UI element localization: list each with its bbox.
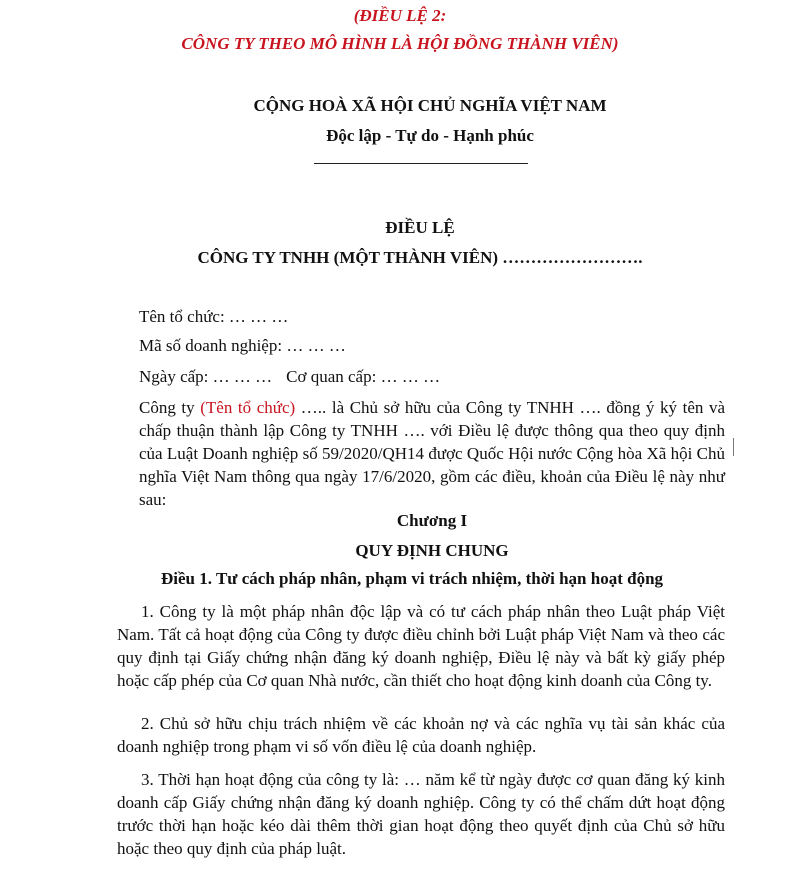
document-title: ĐIỀU LỆ (385, 218, 455, 237)
org-name-placeholder: (Tên tổ chức) (200, 398, 296, 417)
clause-1-text: 1. Công ty là một pháp nhân độc lập và có tư cách pháp nhân theo Luật pháp Việt Nam. Tất cả hoạt động của Công ty được điều chỉnh bởi Luật pháp Việt Nam và theo các quy định tại Giấy chứng nhận đăng ký doanh nghiệp, Điều lệ này và bất kỳ giấy phép hoặc cấp phép của Cơ quan Nhà nước, cần thiết cho hoạt động kinh doanh của Công ty. (117, 602, 725, 690)
chapter-title: QUY ĐỊNH CHUNG (355, 541, 509, 560)
company-name-line: CÔNG TY TNHH (MỘT THÀNH VIÊN) ……………………. (197, 248, 643, 267)
charter-variant-label: (ĐIỀU LỆ 2: (353, 6, 447, 25)
motto-underline (314, 163, 528, 164)
intro-paragraph (139, 396, 725, 511)
authority-field: Cơ quan cấp: … … … (286, 367, 441, 386)
intro-text-start: Công ty (139, 398, 201, 417)
issue-info-field (139, 367, 440, 387)
clause-2-text: 2. Chủ sở hữu chịu trách nhiệm về các khoản nợ và các nghĩa vụ tài sản khác của doanh nghiệp trong phạm vi số vốn điều lệ của doanh nghiệp. (117, 714, 725, 756)
national-title: CỘNG HOÀ XÃ HỘI CHỦ NGHĨA VIỆT NAM (253, 96, 607, 115)
charter-variant-description: CÔNG TY THEO MÔ HÌNH LÀ HỘI ĐỒNG THÀNH VIÊN) (181, 34, 619, 53)
national-motto: Độc lập - Tự do - Hạnh phúc (326, 126, 534, 145)
org-name-field: Tên tổ chức: … … … (139, 307, 289, 326)
text-cursor-mark (733, 438, 734, 456)
clause-3-text: 3. Thời hạn hoạt động của công ty là: … năm kể từ ngày được cơ quan đăng ký kinh doanh cấp Giấy chứng nhận đăng ký doanh nghiệp. Công ty có thể chấm dứt hoạt động trước thời hạn hoặc kéo dài thêm thời gian hoạt động theo quyết định của Chủ sở hữu hoặc theo quy định của pháp luật. (117, 770, 725, 858)
article-clause-2 (117, 712, 725, 758)
issue-date-field: Ngày cấp: … … … (139, 367, 273, 386)
article-clause-1 (117, 600, 725, 692)
tax-code-field: Mã số doanh nghiệp: … … … (139, 336, 346, 355)
article-clause-3 (117, 768, 725, 860)
intro-text-rest: ….. là Chủ sở hữu của Công ty TNHH …. đồng ý ký tên và chấp thuận thành lập Công ty TNHH …. với Điều lệ được thông qua theo quy định của Luật Doanh nghiệp số 59/2020/QH14 được Quốc Hội nước Cộng hòa Xã hội Chủ nghĩa Việt Nam thông qua ngày 17/6/2020, gồm các điều, khoản của Điều lệ này như sau: (139, 398, 725, 509)
article-heading: Điều 1. Tư cách pháp nhân, phạm vi trách nhiệm, thời hạn hoạt động (161, 569, 664, 588)
chapter-number: Chương I (396, 511, 468, 530)
